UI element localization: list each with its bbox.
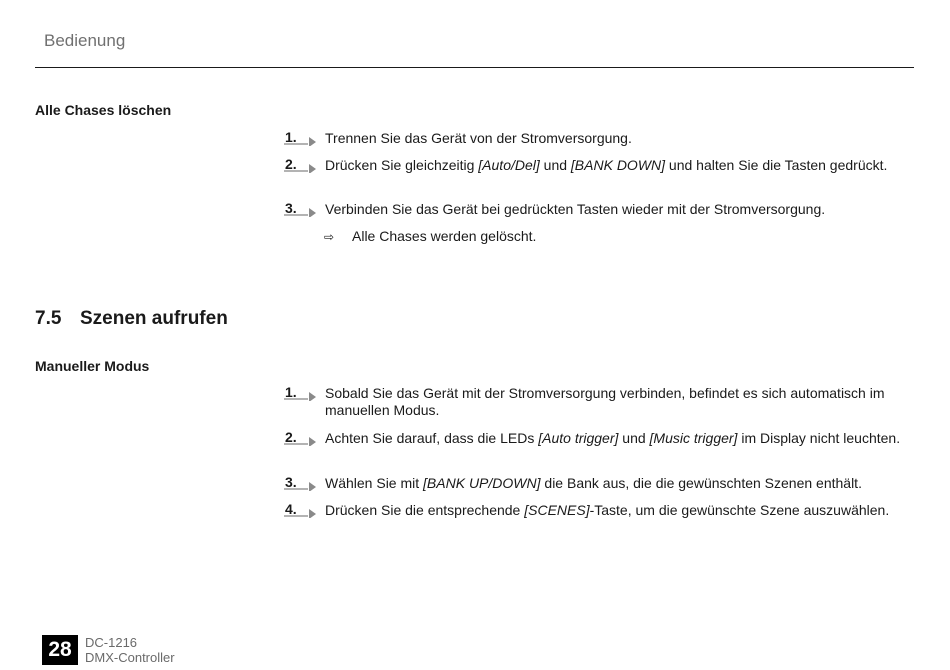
section-title: Szenen aufrufen (80, 308, 228, 329)
step-number: 3. (285, 200, 297, 216)
step-text: Drücken Sie die entsprechende [SCENES]-Taste, um die gewünschte Szene auszuwählen. (325, 502, 890, 518)
steps-list-b (284, 385, 924, 529)
step-number: 1. (285, 384, 297, 400)
step-item (284, 385, 924, 430)
key-label: [SCENES] (524, 502, 590, 518)
page-header-title: Bedienung (44, 31, 126, 50)
step-text: Achten Sie darauf, dass die LEDs [Auto trigger] und [Music trigger] im Display nicht leuchten. (325, 430, 901, 446)
step-arrow-icon (284, 161, 318, 173)
footer-model: DC-1216 (85, 635, 138, 650)
step-marker (284, 502, 322, 520)
key-label: [Auto/Del] (478, 157, 540, 173)
page-number-badge: 28 (42, 635, 78, 665)
subheading-manueller-modus: Manueller Modus (35, 358, 150, 374)
step-number: 4. (285, 501, 297, 517)
step-arrow-icon (284, 434, 318, 446)
step-text: Trennen Sie das Gerät von der Stromversorgung. (325, 130, 632, 146)
footer-product-info (85, 635, 175, 665)
result-arrow-icon: ⇨ (324, 230, 335, 244)
key-label: [Music trigger] (649, 430, 738, 446)
header-divider (35, 67, 914, 68)
step-marker (284, 385, 322, 403)
step-arrow-icon (284, 479, 318, 491)
step-item (284, 157, 924, 201)
key-label: [BANK UP/DOWN] (423, 475, 541, 491)
step-arrow-icon (284, 205, 318, 217)
section-number: 7.5 (35, 308, 62, 329)
step-marker (284, 430, 322, 448)
key-label: [BANK DOWN] (570, 157, 666, 173)
step-number: 3. (285, 474, 297, 490)
step-marker (284, 475, 322, 493)
step-text: Sobald Sie das Gerät mit der Stromversorgung verbinden, befindet es sich automatisch im manuellen Modus. (325, 385, 885, 418)
step-marker (284, 130, 322, 148)
step-item (284, 475, 924, 502)
step-item (284, 201, 924, 228)
key-label: [Auto trigger] (538, 430, 619, 446)
step-text: Wählen Sie mit [BANK UP/DOWN] die Bank aus, die die gewünschten Szenen enthält. (325, 475, 862, 491)
step-text: Verbinden Sie das Gerät bei gedrückten Tasten wieder mit der Stromversorgung. (325, 201, 826, 217)
result-text: Alle Chases werden gelöscht. (352, 228, 537, 244)
step-number: 1. (285, 129, 297, 145)
step-arrow-icon (284, 506, 318, 518)
steps-list-a (284, 130, 924, 245)
step-arrow-icon (284, 389, 318, 401)
step-item (284, 130, 924, 157)
step-result (284, 228, 924, 245)
section-heading (35, 308, 228, 330)
step-number: 2. (285, 156, 297, 172)
step-arrow-icon (284, 134, 318, 146)
step-marker (284, 201, 322, 219)
step-text: Drücken Sie gleichzeitig [Auto/Del] und [BANK DOWN] und halten Sie die Tasten gedrückt. (325, 157, 888, 173)
step-number: 2. (285, 429, 297, 445)
step-item (284, 430, 924, 475)
step-marker (284, 157, 322, 175)
footer-product: DMX-Controller (85, 650, 175, 665)
step-item (284, 502, 924, 529)
subheading-alle-chases: Alle Chases löschen (35, 102, 172, 118)
